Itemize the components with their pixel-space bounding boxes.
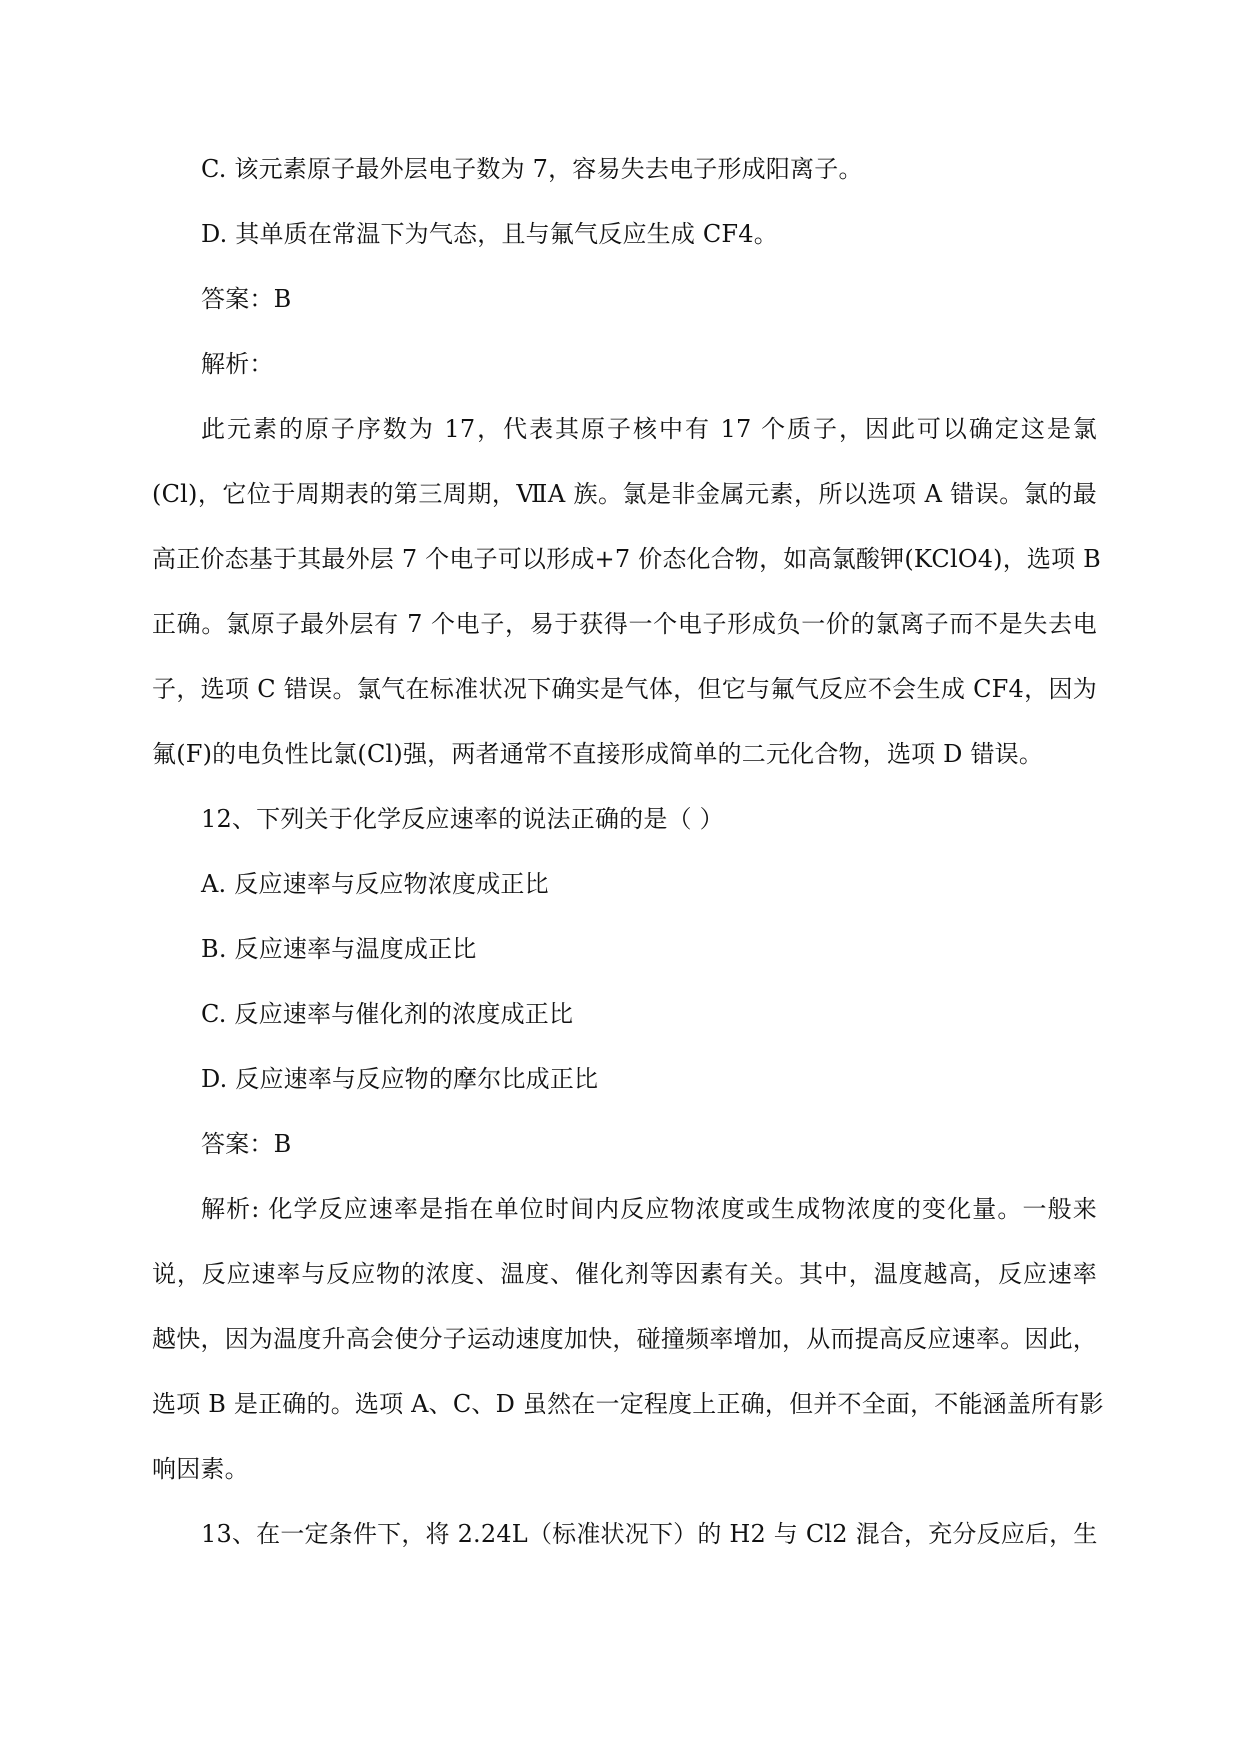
q13-stem: 13、在一定条件下，将 2.24L（标准状况下）的 H2 与 Cl2 混合，充分反应后，生	[201, 1520, 1098, 1548]
q12-analysis-line: 越快，因为温度升高会使分子运动速度加快，碰撞频率增加，从而提高反应速率。因此，	[152, 1325, 1097, 1353]
q12-option-c: C. 反应速率与催化剂的浓度成正比	[201, 1000, 574, 1028]
q12-stem: 12、下列关于化学反应速率的说法正确的是（ ）	[201, 805, 724, 833]
q12-option-d: D. 反应速率与反应物的摩尔比成正比	[201, 1065, 599, 1093]
q11-answer: 答案：B	[201, 285, 292, 313]
q12-analysis-line: 响因素。	[152, 1455, 249, 1483]
q11-analysis-line: 正确。氯原子最外层有 7 个电子，易于获得一个电子形成负一价的氯离子而不是失去电	[152, 610, 1097, 638]
q11-analysis-line: (Cl)，它位于周期表的第三周期，ⅦA 族。氯是非金属元素，所以选项 A 错误。氯的最	[152, 480, 1097, 508]
q11-analysis-line: 子，选项 C 错误。氯气在标准状况下确实是气体，但它与氟气反应不会生成 CF4，因为	[152, 675, 1097, 703]
q12-option-a: A. 反应速率与反应物浓度成正比	[201, 870, 549, 898]
q12-analysis-line: 选项 B 是正确的。选项 A、C、D 虽然在一定程度上正确，但并不全面，不能涵盖所有影	[152, 1390, 1104, 1418]
q11-option-c: C. 该元素原子最外层电子数为 7，容易失去电子形成阳离子。	[201, 155, 863, 183]
q12-answer: 答案：B	[201, 1130, 292, 1158]
q12-option-b: B. 反应速率与温度成正比	[201, 935, 477, 963]
q11-analysis-line: 高正价态基于其最外层 7 个电子可以形成+7 价态化合物，如高氯酸钾(KClO4)，选项 B	[152, 545, 1101, 573]
q12-analysis-line: 说，反应速率与反应物的浓度、温度、催化剂等因素有关。其中，温度越高，反应速率	[152, 1260, 1097, 1288]
q12-analysis-line: 解析: 化学反应速率是指在单位时间内反应物浓度或生成物浓度的变化量。一般来	[201, 1195, 1097, 1223]
q11-option-d: D. 其单质在常温下为气态，且与氟气反应生成 CF4。	[201, 220, 778, 248]
q11-analysis-line: 氟(F)的电负性比氯(Cl)强，两者通常不直接形成简单的二元化合物，选项 D 错误。	[152, 740, 1044, 768]
q11-analysis-label: 解析：	[201, 350, 274, 378]
q11-analysis-line: 此元素的原子序数为 17，代表其原子核中有 17 个质子，因此可以确定这是氯	[201, 415, 1097, 443]
